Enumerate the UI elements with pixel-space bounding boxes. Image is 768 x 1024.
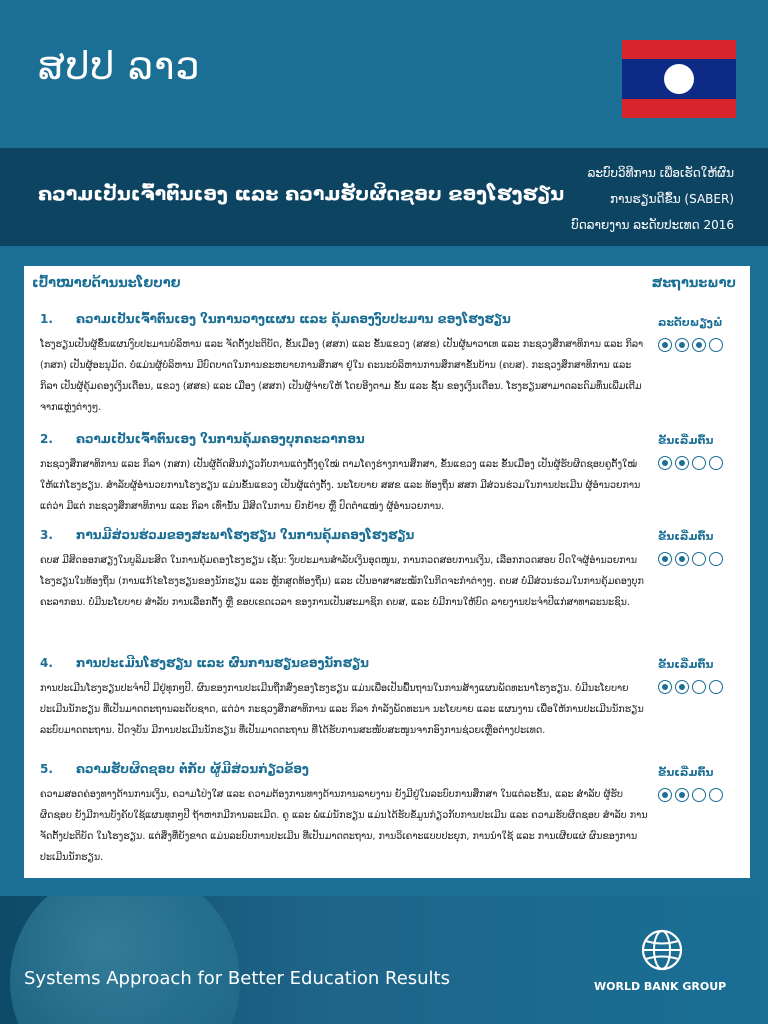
status-label: ຂັ້ນເລີ່ມຕົ້ນ: [658, 766, 714, 779]
status-label: ຂັ້ນເລີ່ມຕົ້ນ: [658, 434, 714, 447]
world-bank-globe-icon: [640, 928, 684, 972]
footer-tagline: Systems Approach for Better Education Results: [24, 968, 450, 989]
saber-line-1: ລະບົບວິທີການ ເພື່ອເຮັດໃຫ້ຜົນ: [587, 166, 734, 180]
policy-goal-title: ການປະເມີນໂຮງຮຽນ ແລະ ຜົນການຮຽນຂອງນັກຮຽນ: [76, 656, 369, 670]
rating-dot-filled-icon: [675, 680, 689, 694]
policy-goals-card: [24, 266, 750, 878]
rating-dot-filled-icon: [658, 788, 672, 802]
policy-goal-5: [40, 762, 648, 868]
status-goal-2: [658, 434, 738, 470]
status-label: ຂັ້ນເລີ່ມຕົ້ນ: [658, 530, 714, 543]
policy-goal-number: 2.: [40, 432, 53, 446]
page-title: ຄວາມເປັນເຈົ້າຕົນເອງ ແລະ ຄວາມຮັບຜິດຊອບ ຂອງໂຮງຮຽນ: [38, 183, 565, 205]
rating-dot-filled-icon: [675, 456, 689, 470]
policy-goal-body: ຄວາມສອດຄ່ອງທາງດ້ານການເງິນ, ຄວາມໂປ່ງໃສ ແລະ ຄວາມຕ້ອງການທາງດ້ານການລາຍງານ ຍັງມີຢູ່ໃນລະບົບການສຶກສາ ໃນແຕ່ລະຂັ້ນ, ແລະ ສຳລັບ ຜູ້ຮັບຜິດຊອບ ຍັງມີການບັງຄັບໃຊ້ແຜນທຸກໆປີ ຖ້າຫາກມີການລະເມີດ. ຄູ ແລະ ພໍ່ແມ່ນັກຮຽນ ແມ່ນໄດ້ຮັບຂໍ້ມູນກ່ຽວກັບການປະເມີນ ແລະ ຄວາມຮັບຜິດຊອບ ສຳລັບ ການຈັດຕັ້ງປະຕິບັດ ໃນໂຮງຮຽນ. ແຕ່ສິ່ງທີ່ຍັງຂາດ ແມ່ນລະບົບການປະເມີນ ທີ່ເປັນມາດຕະຖານ, ການວິເຄາະແບບປະຍຸກ, ການນຳໃຊ້ ແລະ ການເຜີຍແຜ່ ຜົນຂອງການປະເມີນນັກຮຽນ.: [40, 789, 648, 863]
rating-dot-filled-icon: [658, 680, 672, 694]
policy-goal-4: [40, 656, 648, 762]
policy-goal-heading: [40, 656, 648, 674]
policy-goal-title: ຄວາມເປັນເຈົ້າຕົນເອງ ໃນການຄຸ້ມຄອງບຸກຄະລາກອນ: [76, 432, 365, 446]
status-rating: [658, 784, 738, 802]
status-goal-1: [658, 316, 738, 352]
rating-dot-filled-icon: [675, 552, 689, 566]
status-rating: [658, 548, 738, 566]
saber-line-2: ການຮຽນດີຂຶ້ນ (SABER): [609, 192, 734, 206]
status-goal-4: [658, 658, 738, 694]
world-bank-logo-text: WORLD BANK GROUP: [594, 980, 727, 993]
rating-dot-empty-icon: [709, 552, 723, 566]
policy-goal-2: [40, 432, 648, 538]
policy-goal-number: 4.: [40, 656, 53, 670]
flag-red-stripe-bottom: [622, 99, 736, 118]
saber-line-3: ບົດລາຍງານ ລະດັບປະເທດ 2016: [571, 218, 734, 232]
policy-goal-body: ໂຮງຮຽນເປັນຜູ້ຂຶ້ນແຜນງົບປະມານບໍລິຫານ ແລະ ຈັດຕັ້ງປະຕິບັດ, ຂັ້ນເມືອງ (ສສກ) ແລະ ຂັ້ນແຂວງ (ສສຂ) ເປັນຜູ້ພາວາເທ ແລະ ກະຊວງສຶກສາທິການ ແລະ ກິລາ (ກສກ) ເປັນຜູ້ອະນຸມັດ. ບໍ່ແມ່ນຜູ້ບໍລິຫານ ມີບົດບາດໃນການຂະຫຍາຍການສຶກສາ ຢູ່ໃນ ຄະນະບໍລິຫານການສຶກສາຂັ້ນບ້ານ (ຄບສ). ກະຊວງສຶກສາທິການ ແລະ ກິລາ ເປັນຜູ້ຄຸ້ມຄອງເງິນເດືອນ, ແຂວງ (ສສຂ) ແລະ ເມືອງ (ສສກ) ເປັນຜູ້ຈ່າຍໃຫ້ ໂດຍອີງຕາມ ຂັ້ນ ແລະ ຊັ້ນ ຂອງເງິນເດືອນ. ໂຮງຮຽນສາມາດລະດົມທຶນເພີ່ມເຕີມ ຈາກແຫຼ່ງຕ່າງໆ.: [40, 339, 644, 413]
policy-goal-heading: [40, 432, 648, 450]
policy-goal-number: 5.: [40, 762, 53, 776]
policy-goal-1: [40, 312, 648, 418]
status-goal-3: [658, 530, 738, 566]
flag-white-disc: [664, 64, 694, 94]
policy-goal-heading: [40, 528, 648, 546]
rating-dot-filled-icon: [675, 788, 689, 802]
policy-goals-header: ເປົ້າໝາຍດ້ານນະໂຍບາຍ: [32, 276, 181, 291]
rating-dot-empty-icon: [692, 788, 706, 802]
policy-goal-title: ຄວາມເປັນເຈົ້າຕົນເອງ ໃນການວາງແຜນ ແລະ ຄຸ້ມຄອງງົບປະມານ ຂອງໂຮງຮຽນ: [76, 312, 511, 326]
status-label: ລະດັບພຽງພໍ: [658, 316, 723, 329]
status-rating: [658, 676, 738, 694]
status-rating: [658, 452, 738, 470]
rating-dot-empty-icon: [692, 680, 706, 694]
rating-dot-filled-icon: [675, 338, 689, 352]
policy-goal-body: ການປະເມີນໂຮງຮຽນປະຈຳປີ ມີຢູ່ທຸກໆປີ. ຜົນຂອງການປະເມີນຖືກສົ່ງຂອງໂຮງຮຽນ ແມ່ນເພື່ອເປັນພື້ນຖານໃນການສ້າງແຜນພັດທະນາໂຮງຮຽນ. ບໍ່ມີນະໂຍບາຍປະເມີນນັກຮຽນ ທີ່ເປັນມາດຕະຖານລະດັບຊາດ, ແຕ່ວ່າ ກະຊວງສຶກສາທິການ ແລະ ກິລາ ກຳລັງພັດທະນາ ນະໂຍບາຍ ແລະ ແຜນງານ ເພື່ອໃຫ້ການປະເມີນນັກຮຽນ ລະບົບມາດຕະຖານ. ປັດຈຸບັນ ມີການປະເມີນນັກຮຽນ ທີ່ເປັນມາດຕະຖານ ທີ່ໄດ້ຮັບການສະໜັບສະໜູນຈາກອົງການຊ່ວຍເຫຼືອຕ່າງປະເທດ.: [40, 683, 644, 736]
rating-dot-filled-icon: [658, 456, 672, 470]
policy-goal-heading: [40, 312, 648, 330]
rating-dot-filled-icon: [658, 552, 672, 566]
rating-dot-empty-icon: [692, 552, 706, 566]
flag-red-stripe-top: [622, 40, 736, 59]
policy-goal-3: [40, 528, 648, 634]
rating-dot-empty-icon: [709, 456, 723, 470]
rating-dot-empty-icon: [709, 788, 723, 802]
status-rating: [658, 334, 738, 352]
policy-goal-title: ການມີສ່ວນຮ່ວມຂອງສະພາໂຮງຮຽນ ໃນການຄຸ້ມຄອງໂຮງຮຽນ: [76, 528, 415, 542]
rating-dot-filled-icon: [692, 338, 706, 352]
policy-goal-number: 3.: [40, 528, 53, 542]
status-label: ຂັ້ນເລີ່ມຕົ້ນ: [658, 658, 714, 671]
policy-goal-heading: [40, 762, 648, 780]
status-header: ສະຖານະພາບ: [651, 276, 736, 291]
status-goal-5: [658, 766, 738, 802]
rating-dot-empty-icon: [709, 338, 723, 352]
country-title: ສປປ ລາວ: [38, 44, 201, 88]
policy-goal-number: 1.: [40, 312, 53, 326]
policy-goal-body: ຄບສ ມີສິດອອກສຽງໃນບູລິມະສິດ ໃນການຄຸ້ມຄອງໂຮງຮຽນ ເຊັ່ນ: ງົບປະມານສຳລັບເງິນອຸດໜູນ, ການກວດສອບການເງິນ, ເລືອກກວດສອບ ປົດໃຈຜູ້ອຳນວຍການໂຮງຮຽນໃນທ້ອງຖິ່ນ (ການແກ້ໄຂໂຮງຮຽນຂອງນັກຮຽນ ແລະ ຫຼັກສູດທ້ອງຖິ່ນ) ແລະ ເປັນອາສາສະໝັກໃນກິດຈະກຳຕ່າງໆ. ຄບສ ບໍ່ມີສ່ວນຮ່ວມໃນການຄຸ້ມຄອງບຸກຄະລາກອນ. ບໍ່ມີນະໂຍບາຍ ສຳລັບ ການເລືອກຕັ້ງ ຫຼື ຂອບເຂດເວລາ ຂອງການເປັນສະມາຊິກ ຄບສ, ແລະ ບໍ່ມີການໃຫ້ບົດ ລາຍງານປະຈຳປີແກ່ສາທາລະນະຊົນ.: [40, 555, 644, 608]
laos-flag-icon: [622, 40, 736, 118]
policy-goal-body: ກະຊວງສຶກສາທິການ ແລະ ກິລາ (ກສກ) ເປັນຜູ້ຕັດສິນກ່ຽວກັບການແຕ່ງຕັ້ງຄູໃໝ່ ຕາມໂຄງຮ່າງການສຶກສາ, ຂັ້ນແຂວງ ແລະ ຂັ້ນເມືອງ ເປັນຜູ້ຮັບຜິດຊອບຄູຕັ້ງໃໝ່ ໃຫ້ແກ່ໂຮງຮຽນ. ສຳລັບຜູ້ອຳນວຍການໂຮງຮຽນ ແມ່ນຂັ້ນແຂວງ ເປັນຜູ້ແຕ່ງຕັ້ງ. ນະໂຍບາຍ ສສຂ ແລະ ທ້ອງຖິ່ນ ສສກ ມີສ່ວນຮ່ວມໃນການປະເມີນ ຜູ້ອຳນວຍການ ແຕ່ວ່າ ມີແຕ່ ກະຊວງສຶກສາທິການ ແລະ ກິລາ ເທົ່ານັ້ນ ມີສິດໃນການ ຍົກຍ້າຍ ຫຼື ປົດຕຳແໜ່ງ ຜູ້ອຳນວຍການ.: [40, 459, 641, 512]
rating-dot-empty-icon: [692, 456, 706, 470]
policy-goal-title: ຄວາມຮັບຜິດຊອບ ຕໍ່ກັບ ຜູ້ມີສ່ວນກ່ຽວຂ້ອງ: [76, 762, 309, 776]
rating-dot-filled-icon: [658, 338, 672, 352]
globe-background-image: [10, 896, 240, 1024]
rating-dot-empty-icon: [709, 680, 723, 694]
saber-report-info: [494, 160, 734, 238]
